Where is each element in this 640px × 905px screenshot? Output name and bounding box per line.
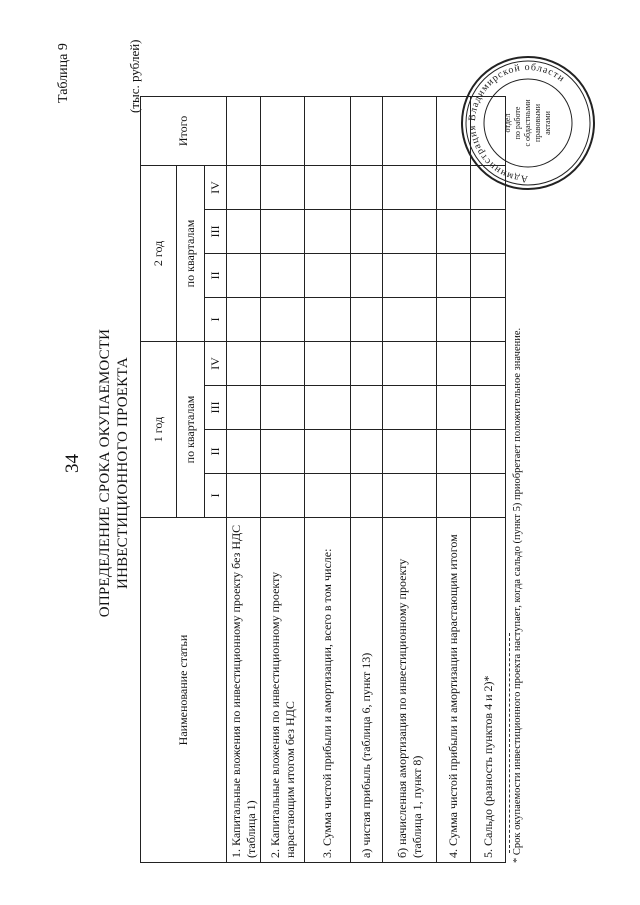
stamp-line: по работе xyxy=(513,106,522,140)
official-stamp xyxy=(458,53,598,193)
row-label: 4. Сумма чистой прибыли и амортизации нарастающим итогом xyxy=(437,518,471,863)
stamp-line: правовыми xyxy=(533,103,542,143)
rotated-page-content xyxy=(10,13,630,893)
row-label: а) чистая прибыль (таблица 6, пункт 13) xyxy=(351,518,383,863)
units-label: (тыс. рублей) xyxy=(127,39,142,113)
table-label: Таблица 9 xyxy=(56,43,71,103)
quarter-3-y2: III xyxy=(205,209,227,253)
stamp-line: актами xyxy=(543,111,552,135)
title-line-2: ИНВЕСТИЦИОННОГО ПРОЕКТА xyxy=(115,357,131,589)
table-row xyxy=(471,96,506,862)
payback-table xyxy=(140,96,506,863)
header-by-quarters-2: по кварталам xyxy=(177,165,205,341)
row-label: 3. Сумма чистой прибыли и амортизации, всего в том числе: xyxy=(305,518,351,863)
row-label: 5. Сальдо (разность пунктов 4 и 2)* xyxy=(471,518,506,863)
header-by-quarters-1: по кварталам xyxy=(177,341,205,517)
quarter-4-y1: IV xyxy=(205,341,227,385)
document-title xyxy=(96,253,132,693)
table-row xyxy=(383,96,437,862)
page-number: 34 xyxy=(62,454,83,473)
footnote-separator xyxy=(509,633,510,853)
table-row xyxy=(351,96,383,862)
row-label: 1. Капитальные вложения по инвестиционному проекту без НДС (таблица 1) xyxy=(227,518,261,863)
stamp-seal-icon xyxy=(458,53,598,193)
quarter-2-y1: II xyxy=(205,430,227,474)
row-label: 2. Капитальные вложения по инвестиционному проекту нарастающим итогом без НДС xyxy=(261,518,305,863)
stamp-outer-text: Администрация Владимирской области xyxy=(466,61,568,185)
quarter-1-y1: I xyxy=(205,474,227,518)
header-year-1: 1 год xyxy=(141,341,177,517)
header-year-2: 2 год xyxy=(141,165,177,341)
quarter-4-y2: IV xyxy=(205,165,227,209)
stamp-line: с обдастными xyxy=(523,99,532,147)
header-total: Итого xyxy=(141,96,227,165)
table-row xyxy=(305,96,351,862)
table-row xyxy=(437,96,471,862)
row-label: б) начисленная амортизация по инвестиционному проекту (таблица 1, пункт 8) xyxy=(383,518,437,863)
quarter-1-y2: I xyxy=(205,297,227,341)
quarter-3-y1: III xyxy=(205,386,227,430)
stamp-line: отдел xyxy=(503,113,512,133)
header-article-name: Наименование статьи xyxy=(141,518,227,863)
title-line-1: ОПРЕДЕЛЕНИЕ СРОКА ОКУПАЕМОСТИ xyxy=(97,328,113,618)
table-row xyxy=(261,96,305,862)
table-row xyxy=(227,96,261,862)
footnote: * Срок окупаемости инвестиционного проекта наступает, когда сальдо (пункт 5) приобретает положительное значение. xyxy=(512,327,523,863)
quarter-2-y2: II xyxy=(205,253,227,297)
